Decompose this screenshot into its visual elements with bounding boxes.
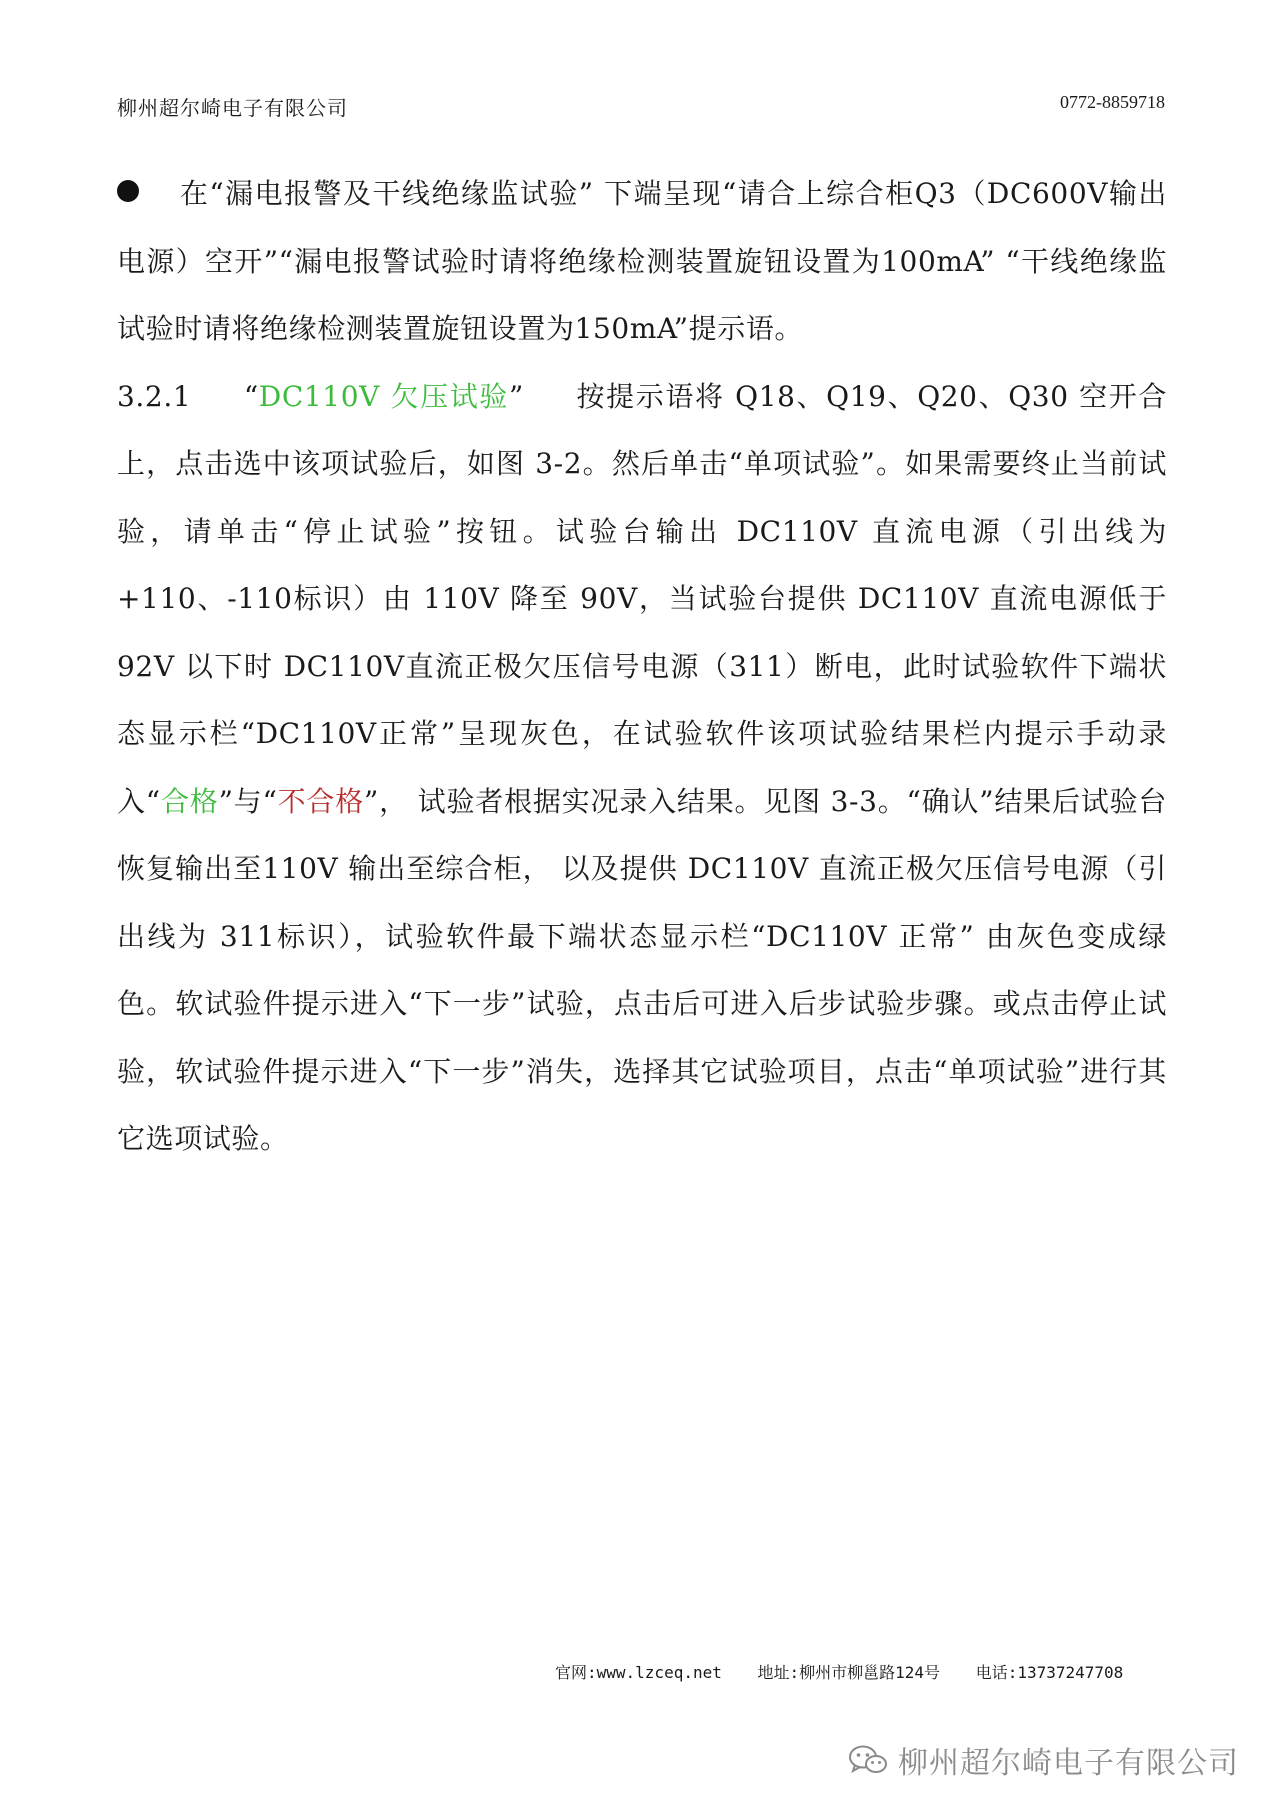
section-number: 3.2.1 (117, 379, 192, 413)
section-text-1: 按提示语将 Q18、Q19、Q20、Q30 空开合上，点击选中该项试验后，如图 3-2。然后单击“单项试验”。如果需要终止当前试验，请单击“停止试验”按钮。试验台输出 DC110V 直流电源（引出线为+110、-110标识）由 110V 降至 90V，当试验台提供 DC110V 直流电源低于 92V 以下时 DC110V直流正极欠压信号电源（311）断电，此时试验软件下端状态显示栏“DC110V正常”呈现灰色，在试验软件该项试验结果栏内提示手动录入“ (117, 379, 1167, 818)
header-phone: 0772-8859718 (1060, 92, 1165, 112)
page-header (117, 92, 1165, 122)
wechat-icon (848, 1743, 888, 1777)
section-title: DC110V 欠压试验 (258, 379, 509, 413)
bullet-paragraph (117, 160, 1167, 363)
section-text-2: ”与“ (218, 784, 278, 818)
document-body (117, 160, 1167, 1173)
watermark-text: 柳州超尔崎电子有限公司 (898, 1746, 1239, 1781)
bullet-text: 在“漏电报警及干线绝缘监试验” 下端呈现“请合上综合柜Q3（DC600V输出电源）空开”“漏电报警试验时请将绝缘检测装置旋钮设置为100mA” “干线绝缘监试验时请将绝缘检测装置旋钮设置为150mA”提示语。 (117, 177, 1167, 345)
header-company: 柳州超尔崎电子有限公司 (117, 96, 348, 120)
section-text-3: ”， 试验者根据实况录入结果。见图 3-3。“确认”结果后试验台恢复输出至110V 输出至综合柜， 以及提供 DC110V 直流正极欠压信号电源（引出线为 311标识），试验软件最下端状态显示栏“DC110V 正常” 由灰色变成绿色。软试验件提示进入“下一步”试验，点击后可进入后步试验步骤。或点击停止试验，软试验件提示进入“下一步”消失，选择其它试验项目，点击“单项试验”进行其它选项试验。 (117, 784, 1168, 1155)
title-close-quote: ” (508, 379, 524, 413)
page-footer (555, 1660, 1175, 1688)
section-paragraph (117, 363, 1167, 1173)
pass-label: 合格 (160, 784, 219, 818)
footer-tel: 电话:13737247708 (975, 1663, 1124, 1682)
wechat-watermark (848, 1735, 1239, 1785)
bullet-dot-icon (117, 180, 139, 202)
footer-website: 官网:www.lzceq.net (555, 1663, 722, 1682)
fail-label: 不合格 (277, 784, 365, 818)
title-open-quote: “ (243, 379, 259, 413)
footer-address: 地址:柳州市柳邕路124号 (757, 1663, 941, 1682)
